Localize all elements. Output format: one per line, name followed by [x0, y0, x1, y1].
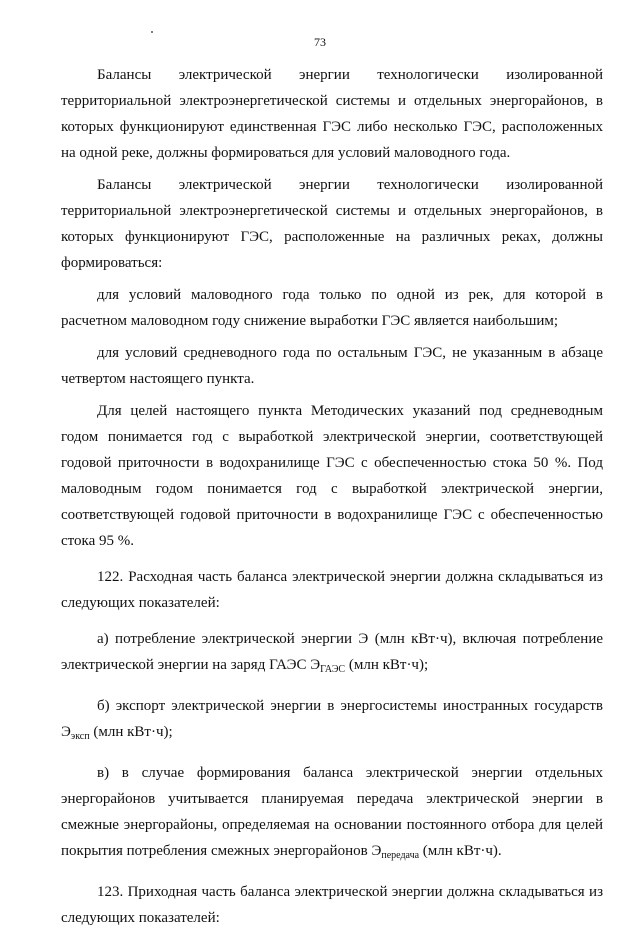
pumped-storage-symbol-letter: Э	[310, 657, 321, 673]
consumption-symbol: Э	[358, 631, 369, 647]
item-a-lead-text: а) потребление электрической энергии	[97, 631, 359, 647]
paragraph-medium-water-other-hpp: для условий средневодного года по остальным ГЭС, не указанным в абзаце четвертом настоящего пункта.	[61, 345, 603, 387]
scan-speck	[151, 31, 153, 33]
item-c-lead-text: в) в случае формирования баланса электрической энергии отдельных энергорайонов учитывается планируемая передача электрической энергии в смежные энергорайоны, определяемая на основании постоянного отбора для целей покрытия потребления смежных энергорайонов	[61, 765, 603, 859]
paragraph-item-b-export	[61, 693, 603, 750]
paragraph-different-rivers-balance: Балансы электрической энергии технологически изолированной территориальной электроэнергетической системы и отдельных энергорайонов, в которых функционируют ГЭС, расположенные на различных реках, должны формироваться:	[61, 177, 603, 271]
export-symbol	[61, 724, 90, 740]
paragraph-123-income-part: 123. Приходная часть баланса электрической энергии должна складываться из следующих показателей:	[61, 884, 603, 926]
paragraph-water-year-definitions: Для целей настоящего пункта Методических указаний под средневодным годом понимается год с выработкой электрической энергии, соответствующей годовой приточности в водохранилище ГЭС с обеспеченностью стока 50 %. Под маловодным годом понимается год с выработкой электрической энергии, соответствующей годовой приточности в водохранилище ГЭС с обеспеченностью стока 95 %.	[61, 403, 603, 549]
item-a-tail-text: (млн кВт·ч);	[345, 657, 429, 673]
paragraph-item-c-transfer	[61, 760, 603, 869]
paragraph-122-expense-part: 122. Расходная часть баланса электрической энергии должна складываться из следующих показателей:	[61, 569, 603, 611]
transfer-subscript: передача	[381, 850, 420, 861]
paragraph-low-water-one-river: для условий маловодного года только по одной из рек, для которой в расчетном маловодном году снижение выработки ГЭС является наибольшим;	[61, 287, 603, 329]
pumped-storage-symbol	[310, 657, 345, 673]
page-number: 73	[314, 35, 326, 49]
item-b-lead-text: б) экспорт электрической энергии в энергосистемы иностранных государств	[97, 698, 603, 714]
paragraph-low-water-balance: Балансы электрической энергии технологически изолированной территориальной электроэнергетической системы и отдельных энергорайонов, в которых функционируют единственная ГЭС либо несколько ГЭС, расположенных на одной реке, должны формироваться для условий маловодного года.	[61, 67, 603, 161]
item-b-tail-text: (млн кВт·ч);	[89, 724, 173, 740]
export-subscript: эксп	[70, 731, 90, 742]
transfer-symbol	[371, 843, 419, 859]
pumped-storage-subscript: ГАЭС	[320, 664, 346, 675]
transfer-symbol-letter: Э	[371, 843, 382, 859]
item-c-tail-text: (млн кВт·ч).	[419, 843, 502, 859]
item-a-middle-text: (млн кВт·ч), включая потребление электрической энергии на заряд ГАЭС	[61, 631, 603, 673]
document-body	[61, 62, 603, 931]
export-symbol-letter: Э	[61, 724, 71, 740]
paragraph-item-a-consumption	[61, 626, 603, 683]
